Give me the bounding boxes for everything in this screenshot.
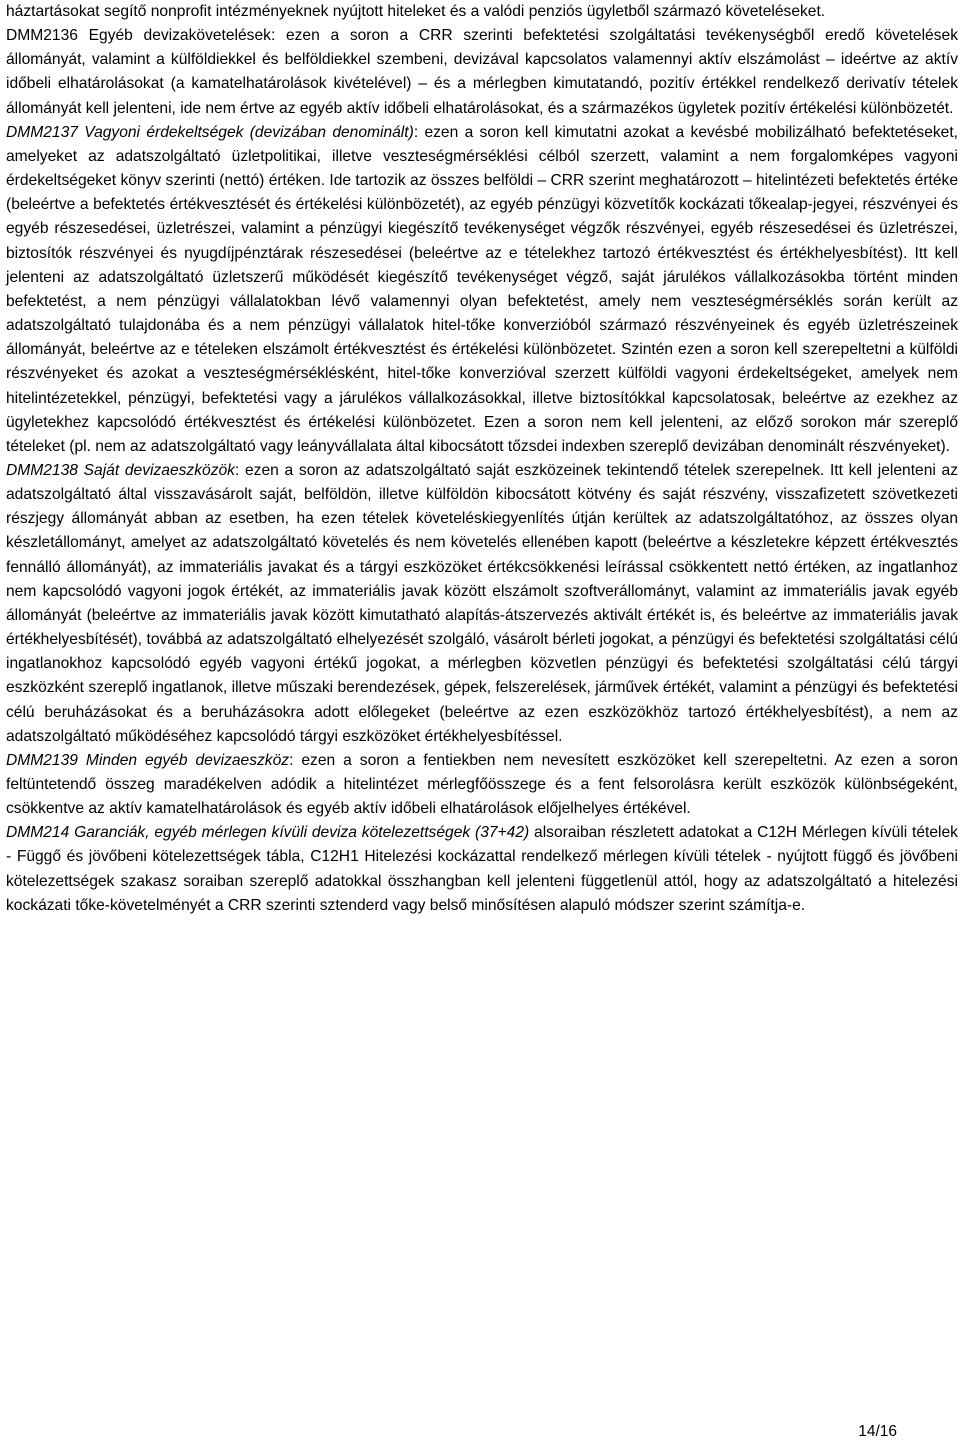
paragraph-text: DMM2136 Egyéb devizakövetelések: ezen a soron a CRR szerinti befektetési szolgáltatási tevékenységből eredő követelések állományát, valamint a külföldiekkel és belföldiekkel szembeni, devizával kapcsolatos valamennyi aktív elszámolást – ideértve az aktív időbeli elhatárolásokat (a kamatelhatárolások kivételével) – és a mérlegben kimutatandó, pozitív értékkel rendelkező derivatív tételek állományát kell jelenteni, ide nem értve az egyéb aktív időbeli elhatárolásokat, és a származékos ügyletek pozitív értékelési különbözetét.: [6, 27, 958, 117]
paragraph-continuation: [6, 0, 958, 24]
paragraph-dmm2138: [6, 459, 958, 749]
paragraph-dmm214: [6, 821, 958, 918]
document-body: [6, 0, 958, 918]
paragraph-term: DMM214 Garanciák, egyéb mérlegen kívüli deviza kötelezettségek (37+42): [6, 824, 530, 842]
page-number: 14/16: [858, 1423, 897, 1440]
paragraph-dmm2136: [6, 24, 958, 121]
paragraph-text: : ezen a soron kell kimutatni azokat a kevésbé mobilizálható befektetéseket, amelyeket az adatszolgáltató üzletpolitikai, illetve veszteségmérséklési célból szerzett, valamint a nem forgalomképes vagyoni érdekeltségeket könyv szerinti (nettó) értéken. Ide tartozik az összes belföldi – CRR szerint meghatározott – hitelintézeti befektetés értéke (beleértve a befektetés értékvesztését és értékelési különbözetét), az egyéb pénzügyi közvetítők kockázati tőkealap-jegyei, részvényei és egyéb részesedései, üzletrészei, valamint a pénzügyi kiegészítő tevékenységet végzők részvényei, egyéb részesedései és üzletrészei, biztosítók részvényei és nyugdíjpénztárak részesedései (beleértve az e tételekhez tartozó értékvesztést és értékhelyesbítést). Itt kell jelenteni az adatszolgáltató üzletszerű működését kiegészítő tevékenységet végző, saját járulékos vállalkozásokba történt minden befektetést, a nem pénzügyi vállalatokban lévő valamennyi olyan befektetést, amely nem veszteségmérséklés során került az adatszolgáltató tulajdonába és a nem pénzügyi vállalatok hitel-tőke konverzióból származó részvényeinek és egyéb üzletrészeinek állományát, beleértve az e tételeken elszámolt értékvesztést és értékelési különbözetet. Szintén ezen a soron kell szerepeltetni a külföldi részvényeket és azokat a veszteségmérséklésként, hitel-tőke konverzióval szerzett külföldi vagyoni érdekeltségeket, amelyek nem hitelintézetekkel, pénzügyi, befektetési vagy a járulékos vállalkozásokkal, illetve biztosítókkal kapcsolatosak, beleértve az ezekhez az ügyletekhez kapcsolódó értékvesztést és értékelési különbözetet. Ezen a soron nem kell jelenteni, az előző sorokon már szereplő tételeket (pl. nem az adatszolgáltató vagy leányvállalata által kibocsátott tőzsdei indexben szereplő devizában denominált részvényeket).: [6, 123, 959, 455]
paragraph-text: : ezen a soron az adatszolgáltató saját eszközeinek tekintendő tételek szerepelnek. Itt kell jelenteni az adatszolgáltató által visszavásárolt saját, belföldön, illetve külföldön kibocsátott kötvény és saját részvény, visszafizetett szövetkezeti részjegy állományát abban az esetben, ha ezen tételek követeléskiegyenlítés útján kerültek az adatszolgáltatóhoz, az összes olyan készletállományt, amelyet az adatszolgáltató követelés és nem követelés ellenében kapott (beleértve a készletekre képzett értékvesztés fennálló állományát), az immateriális javakat és a tárgyi eszközöket értékcsökkenési leírással csökkentett nettó értéken, az ingatlanhoz nem kapcsolódó vagyoni jogok értékét, az immateriális javak között elszámolt szoftverállományt, valamint az immateriális javak egyéb állományát (beleértve az immateriális javak között kimutatható alapítás-átszervezés aktivált értékét is, és beleértve az immateriális javak értékhelyesbítését), továbbá az adatszolgáltató elhelyezését szolgáló, vásárolt bérleti jogokat, a pénzügyi és befektetési szolgáltatási célú ingatlanokhoz kapcsolódó egyéb vagyoni értékű jogokat, a mérlegben közvetlen pénzügyi és befektetési szolgáltatási célú tárgyi eszközként szereplő ingatlanok, illetve műszaki berendezések, gépek, felszerelések, járművek értékét, valamint a pénzügyi és befektetési célú beruházásokat és a beruházásokra adott előlegeket (beleértve az ezen eszközökhöz tartozó értékhelyesbítést), a nem az adatszolgáltató működéséhez kapcsolódó tárgyi eszközöket értékhelyesbítéssel.: [6, 461, 959, 745]
paragraph-dmm2139: [6, 749, 958, 821]
paragraph-text: alsoraiban részletett adatokat a C12H Mérlegen kívüli tételek - Függő és jövőbeni kötelezettségek tábla, C12H1 Hitelezési kockázattal rendelkező mérlegen kívüli tételek - nyújtott függő és jövőbeni kötelezettségek szakasz soraiban szereplő adatokkal összhangban kell jelenteni függetlenül attól, hogy az adatszolgáltató a hitelezési kockázati tőke-követelményét a CRR szerinti sztenderd vagy belső minősítésen alapuló módszer szerint számítja-e.: [6, 824, 958, 914]
paragraph-text: : ezen a soron a fentiekben nem nevesített eszközöket kell szerepeltetni. Az ezen a soron feltüntetendő összeg maradékelven adódik a hitelintézet mérlegfőösszege és a fent felsorolásra került eszközök különbségeként, csökkentve az aktív kamatelhatárolások és egyéb aktív időbeli elhatárolások előjelhelyes értékével.: [6, 751, 959, 818]
paragraph-term: DMM2138 Saját devizaeszközök: [6, 461, 235, 479]
paragraph-term: DMM2139 Minden egyéb devizaeszköz: [6, 751, 290, 769]
paragraph-term: DMM2137 Vagyoni érdekeltségek (devizában denominált): [6, 123, 414, 141]
paragraph-text: háztartásokat segítő nonprofit intézményeknek nyújtott hiteleket és a valódi penziós ügyletből származó követeléseket.: [6, 3, 826, 20]
paragraph-dmm2137: [6, 121, 958, 459]
